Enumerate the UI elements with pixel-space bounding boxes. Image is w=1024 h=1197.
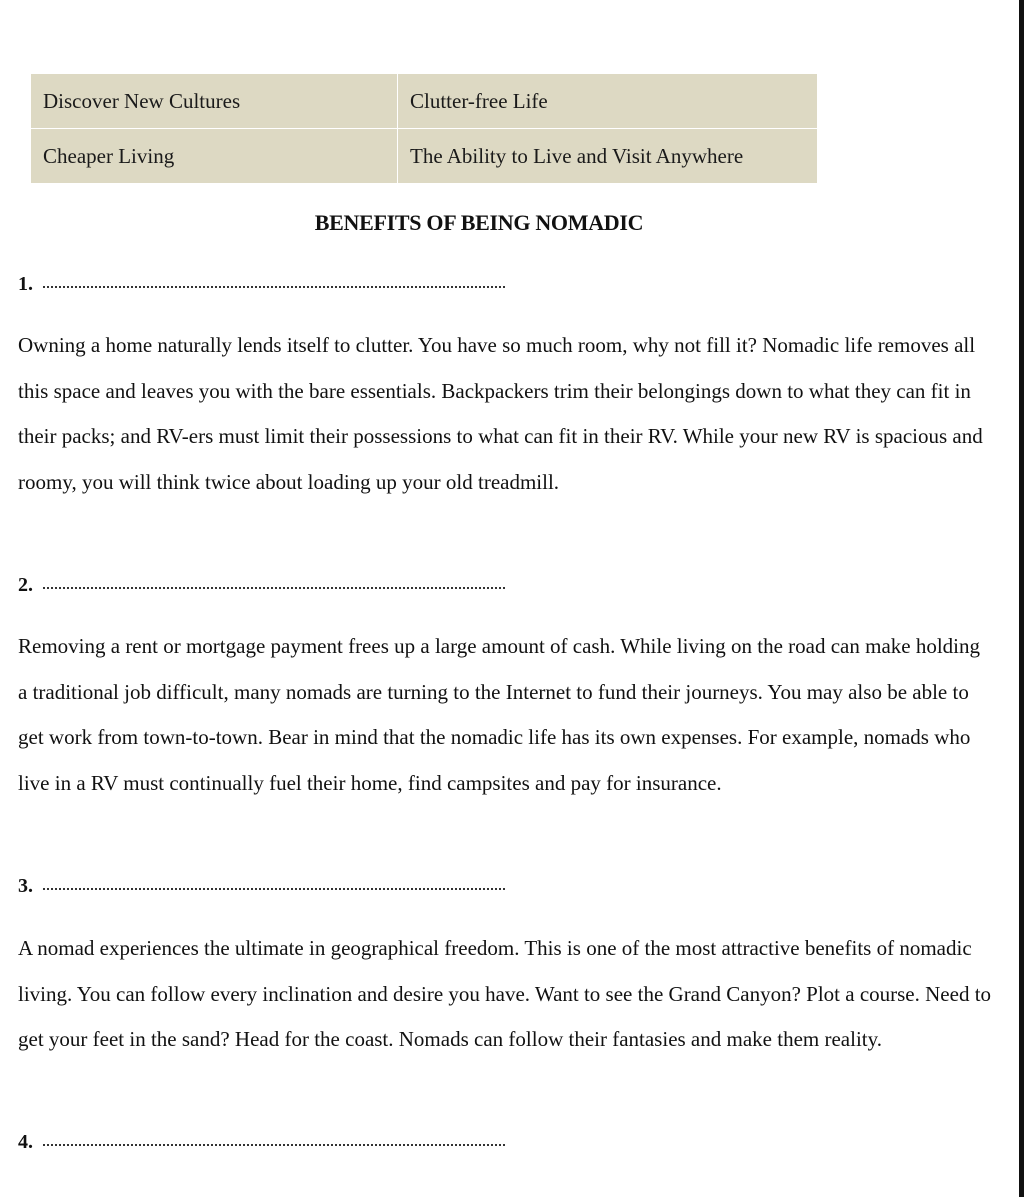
answer-line-3 (18, 875, 505, 898)
question-number: 2. (18, 574, 33, 596)
answer-blank (43, 585, 505, 589)
answer-blank (43, 1142, 505, 1146)
paragraph-2: Removing a rent or mortgage payment frees up a large amount of cash. While living on the road can make holding a traditional job difficult, many nomads are turning to the Internet to fund their journeys. You may also be able to get work from town-to-town. Bear in mind that the nomadic life has its own expenses. For example, nomads who live in a RV must continually fuel their home, find campsites and pay for insurance. (18, 634, 981, 795)
answer-blank (43, 284, 505, 288)
table-cell: Cheaper Living (31, 129, 398, 184)
paragraph-3: A nomad experiences the ultimate in geographical freedom. This is one of the most attractive benefits of nomadic living. You can follow every inclination and desire you have. Want to see the Grand Canyon? Plot a course. Need to get your feet in the sand? Head for the coast. Nomads can follow their fantasies and make them reality. (18, 936, 992, 1051)
question-number: 4. (18, 1131, 33, 1153)
answer-line-2 (18, 574, 505, 597)
paragraph-1: Owning a home naturally lends itself to clutter. You have so much room, why not fill it? Nomadic life removes all this space and leaves you with the bare essentials. Backpackers trim their belongings down to what they can fit in their packs; and RV-ers must limit their possessions to what can fit in their RV. While your new RV is spacious and roomy, you will think twice about loading up your old treadmill. (18, 333, 983, 494)
headings-table (30, 73, 818, 184)
page-title: BENEFITS OF BEING NOMADIC (314, 210, 644, 235)
question-number: 3. (18, 875, 33, 897)
question-number: 1. (18, 273, 33, 295)
table-row (31, 129, 818, 184)
answer-line-4 (18, 1131, 505, 1154)
table-cell: Discover New Cultures (31, 74, 398, 129)
table-cell: The Ability to Live and Visit Anywhere (398, 129, 818, 184)
table-cell: Clutter-free Life (398, 74, 818, 129)
answer-line-1 (18, 273, 505, 296)
answer-blank (43, 886, 505, 890)
table-row (31, 74, 818, 129)
page-edge-border (1019, 0, 1024, 1197)
